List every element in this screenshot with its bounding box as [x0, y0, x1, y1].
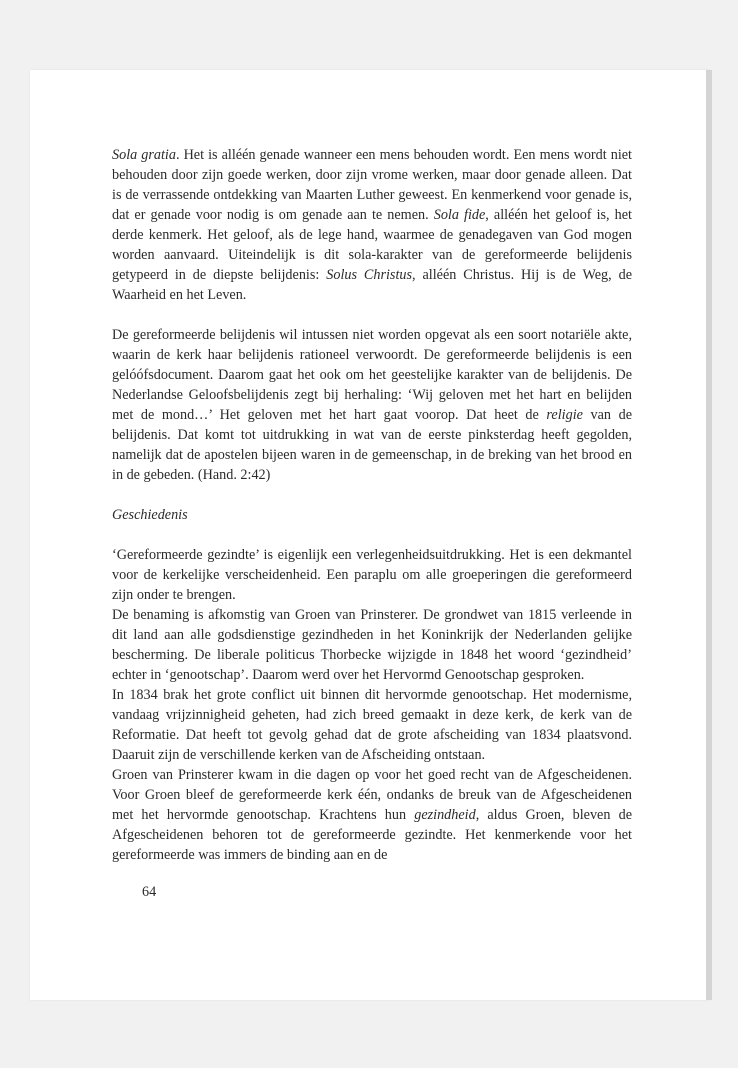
paragraph-sola-gratia: Sola gratia. Het is alléén genade wanneer een mens behouden wordt. Een mens wordt niet behouden door zijn goede werken, door zijn vrome werken, maar door genade alleen. Dat is de verrassende ontdekking van Maarten Luther geweest. En kenmerkend voor genade is, dat er genade voor nodig is om genade aan te nemen. Sola fide, alléén het geloof is, het derde kenmerk. Het geloof, als de lege hand, waarmee de genadegaven van God mogen worden aanvaard. Uiteindelijk is dit sola-karakter van de gereformeerde belijdenis getypeerd in de diepste belijdenis: Solus Christus, alléén Christus. Hij is de Weg, de Waarheid en het Leven. [112, 147, 633, 303]
section-heading: Geschiedenis [112, 507, 188, 523]
paragraph-gezindte: ‘Gereformeerde gezindte’ is eigenlijk een verlegenheidsuitdrukking. Het is een dekmantel voor de kerkelijke verscheidenheid. Een paraplu om alle groeperingen die gereformeerd zijn onder te brengen. [112, 547, 632, 603]
page-edge [706, 70, 712, 1000]
emphasis-sola-gratia: Sola gratia [112, 147, 176, 163]
paragraph-belijdenis: De gereformeerde belijdenis wil intussen niet worden opgevat als een soort notariële akte, waarin de kerk haar belijdenis rationeel verwoordt. De gereformeerde belijdenis is een gelóófsdocument. Daarom gaat het ook om het geestelijke karakter van de belijdenis. De Nederlandse Geloofsbelijdenis zegt bij herhaling: ‘Wij geloven met het hart en belijden met de mond…’ Het geloven met het hart gaat voorop. Dat heet de religie van de belijdenis. Dat komt tot uitdrukking in wat van de eerste pinksterdag heeft gegolden, namelijk dat de apostelen bijeen waren in de gemeenschap, in de breking van het brood en in de gebeden. (Hand. 2:42) [112, 327, 632, 483]
emphasis-religie: religie [546, 407, 583, 423]
paragraph-benaming: De benaming is afkomstig van Groen van Prinsterer. De grondwet van 1815 verleende in dit land aan alle godsdienstige gezindheden in het Koninkrijk der Nederlanden gelijke bescherming. De liberale politicus Thorbecke wijzigde in 1848 het woord ‘gezindheid’ echter in ‘genootschap’. Daarom werd over het Hervormd Genootschap gesproken. [112, 607, 632, 683]
emphasis-gezindheid: gezindheid [414, 807, 476, 823]
paragraph-groen: Groen van Prinsterer kwam in die dagen op voor het goed recht van de Afgescheidenen. Voor Groen bleef de gereformeerde kerk één, ondanks de breuk van de Afgescheidenen met het hervormde genootschap. Krachtens hun gezindheid, aldus Groen, bleven de Afgescheidenen behoren tot de gereformeerde gezindte. Het kenmerkende voor het gereformeerde was immers de binding aan en de [112, 767, 632, 863]
body-text [112, 145, 632, 865]
page-number: 64 [142, 884, 157, 900]
emphasis-solus-christus: Solus Christus [326, 267, 413, 283]
emphasis-sola-fide: Sola fide [433, 207, 486, 223]
paragraph-1834: In 1834 brak het grote conflict uit binnen dit hervormde genootschap. Het modernisme, vandaag vrijzinnigheid geheten, had zich breed gemaakt in deze kerk, de kerk van de Reformatie. Dat heeft tot gevolg gehad dat de grote afscheiding van 1834 plaatsvond. Daaruit zijn de verschillende kerken van de Afscheiding ontstaan. [112, 687, 632, 763]
